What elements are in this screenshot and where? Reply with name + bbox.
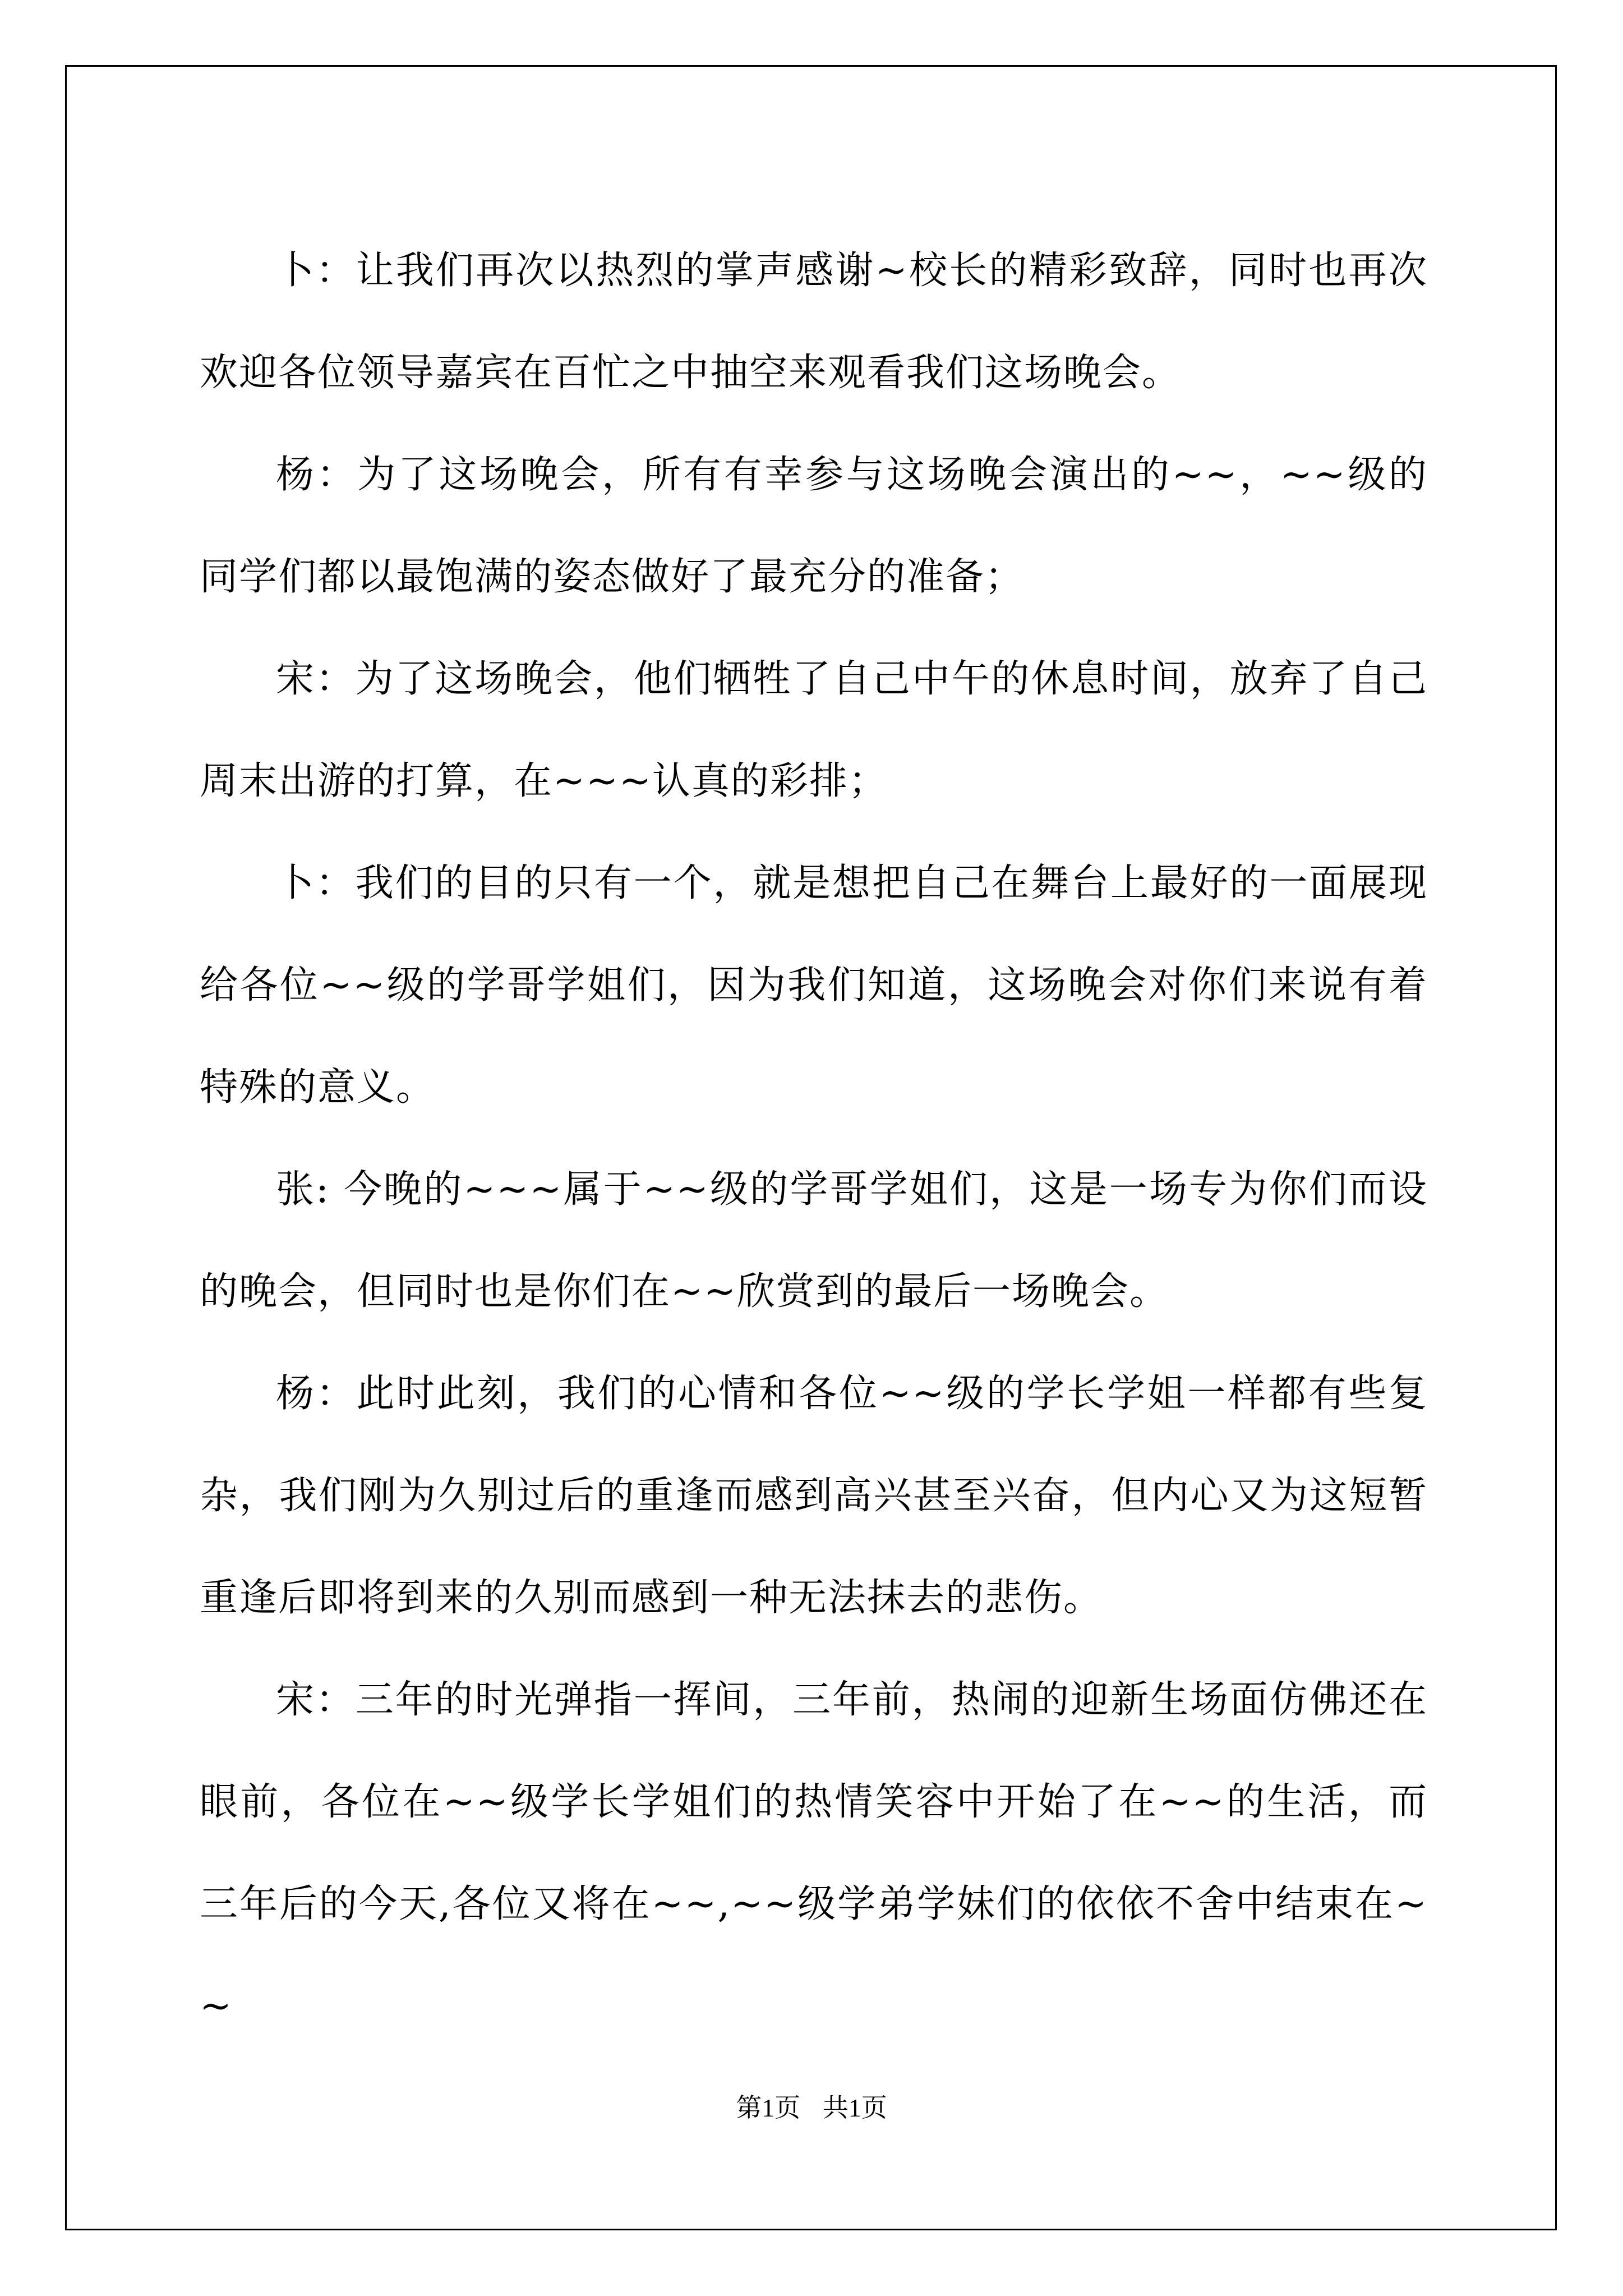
paragraph: 杨：此时此刻，我们的心情和各位~~级的学长学姐一样都有些复杂，我们刚为久别过后的重逢而感到高兴甚至兴奋，但内心又为这短暂重逢后即将到来的久别而感到一种无法抹去的悲伤。 [200, 1372, 1428, 1620]
paragraph: 卜：让我们再次以热烈的掌声感谢~校长的精彩致辞，同时也再次欢迎各位领导嘉宾在百忙之中抽空来观看我们这场晚会。 [200, 249, 1428, 395]
paragraph: 宋：为了这场晚会，他们牺牲了自己中午的休息时间，放弃了自己周末出游的打算，在~~~认真的彩排； [200, 657, 1428, 803]
paragraph: 宋：三年的时光弹指一挥间，三年前，热闹的迎新生场面仿佛还在眼前，各位在~~级学长学姐们的热情笑容中开始了在~~的生活，而三年后的今天,各位又将在~~,~~级学弟学妹们的依依不舍中结束在~~ [200, 1678, 1428, 2028]
page-total: 共1页 [822, 2093, 887, 2122]
document-body [200, 220, 1428, 2058]
paragraph: 杨：为了这场晚会，所有有幸参与这场晚会演出的~~，~~级的同学们都以最饱满的姿态做好了最充分的准备； [200, 453, 1428, 599]
page-footer [0, 2091, 1623, 2125]
paragraph: 张: 今晚的~~~属于~~级的学哥学姐们，这是一场专为你们而设的晚会，但同时也是你们在~~欣赏到的最后一场晚会。 [200, 1167, 1428, 1314]
paragraph: 卜：我们的目的只有一个，就是想把自己在舞台上最好的一面展现给各位~~级的学哥学姐们，因为我们知道，这场晚会对你们来说有着特殊的意义。 [200, 861, 1428, 1110]
page-number: 第1页 [736, 2093, 801, 2122]
